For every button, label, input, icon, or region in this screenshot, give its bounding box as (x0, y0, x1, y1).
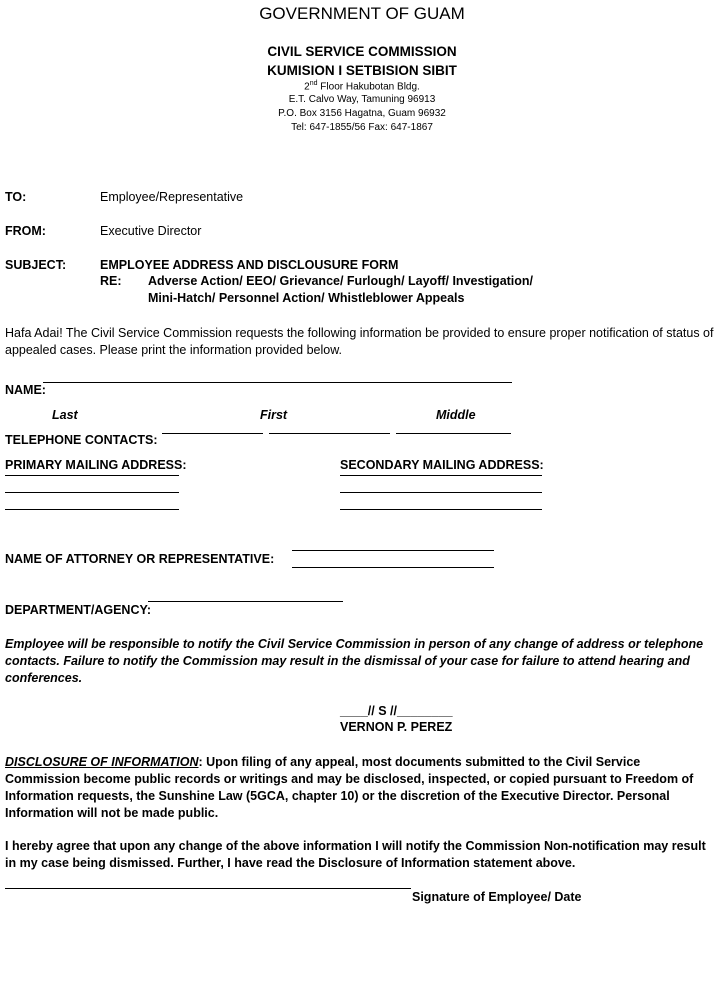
disclosure-text: : Upon filing of any appeal, most documents submitted to the Civil Service Commission become public records or writings and may be disclosed, inspected, or copied pursuant to Freedom of Information requests, the Sunshine Law (5GCA, chapter 10) or the discretion of the Executive Director. Personal Information will not be made public. (5, 755, 694, 820)
commission-title: CIVIL SERVICE COMMISSION (267, 44, 457, 59)
re-label: RE: (100, 274, 122, 288)
attorney-line-2[interactable] (292, 567, 494, 568)
address-street: E.T. Calvo Way, Tamuning 96913 (288, 94, 436, 105)
secondary-address-label: SECONDARY MAILING ADDRESS: (340, 458, 544, 472)
subject-label: SUBJECT: (5, 258, 67, 272)
employee-signature-label: Signature of Employee/ Date (412, 890, 582, 904)
address-phone-fax: Tel: 647-1855/56 Fax: 647-1867 (291, 122, 433, 133)
agreement-paragraph: I hereby agree that upon any change of the above information I will notify the Commission Non-notification may result in my case being dismissed. Further, I have read the Disclosure of Information statement above. (5, 839, 706, 870)
attorney-line-1[interactable] (292, 550, 494, 551)
department-input-line[interactable] (148, 601, 343, 602)
department-label: DEPARTMENT/AGENCY: (5, 603, 152, 617)
telephone-line-3[interactable] (396, 433, 511, 434)
re-line-2: Mini-Hatch/ Personnel Action/ Whistleblower Appeals (148, 291, 465, 305)
secondary-address-line-1[interactable] (340, 475, 542, 476)
director-name: VERNON P. PEREZ (340, 720, 453, 734)
disclosure-paragraph (5, 754, 717, 822)
from-value: Executive Director (100, 224, 202, 238)
address-building (0, 80, 724, 92)
floor-suffix: nd (309, 80, 318, 87)
commission-chamorro-title: KUMISION I SETBISION SIBIT (267, 63, 457, 78)
to-value: Employee/Representative (100, 190, 244, 204)
telephone-line-1[interactable] (162, 433, 263, 434)
name-last-caption: Last (52, 408, 78, 422)
telephone-line-2[interactable] (269, 433, 390, 434)
intro-paragraph: Hafa Adai! The Civil Service Commission requests the following information be provided to ensure proper notification of status of appealed cases. Please print the information provided below. (5, 326, 714, 357)
re-line-1: Adverse Action/ EEO/ Grievance/ Furlough/ Layoff/ Investigation/ (148, 274, 534, 288)
government-title: GOVERNMENT OF GUAM (259, 4, 465, 23)
address-po-box: P.O. Box 3156 Hagatna, Guam 96932 (278, 108, 446, 119)
attorney-label: NAME OF ATTORNEY OR REPRESENTATIVE: (5, 552, 275, 566)
primary-address-line-2[interactable] (5, 492, 179, 493)
name-label: NAME: (5, 383, 46, 397)
name-input-line[interactable] (43, 382, 512, 383)
secondary-address-line-3[interactable] (340, 509, 542, 510)
primary-address-label: PRIMARY MAILING ADDRESS: (5, 458, 187, 472)
name-first-caption: First (260, 408, 288, 422)
from-label: FROM: (5, 224, 46, 238)
primary-address-line-3[interactable] (5, 509, 179, 510)
telephone-label: TELEPHONE CONTACTS: (5, 433, 158, 447)
to-label: TO: (5, 190, 27, 204)
notice-paragraph: Employee will be responsible to notify the Civil Service Commission in person of any change of address or telephone contacts. Failure to notify the Commission may result in the dismissal of your case for failure to attend hearing and conferences. (5, 637, 704, 685)
primary-address-line-1[interactable] (5, 475, 179, 476)
secondary-address-line-2[interactable] (340, 492, 542, 493)
name-middle-caption: Middle (436, 408, 476, 422)
floor-rest: Floor Hakubotan Bldg. (317, 81, 420, 93)
disclosure-heading: DISCLOSURE OF INFORMATION (5, 755, 199, 769)
subject-value: EMPLOYEE ADDRESS AND DISCLOUSURE FORM (100, 258, 399, 272)
director-signature-mark: ____// S //________ (340, 704, 453, 718)
floor-number: 2 (304, 81, 310, 93)
employee-signature-line[interactable] (5, 888, 411, 889)
